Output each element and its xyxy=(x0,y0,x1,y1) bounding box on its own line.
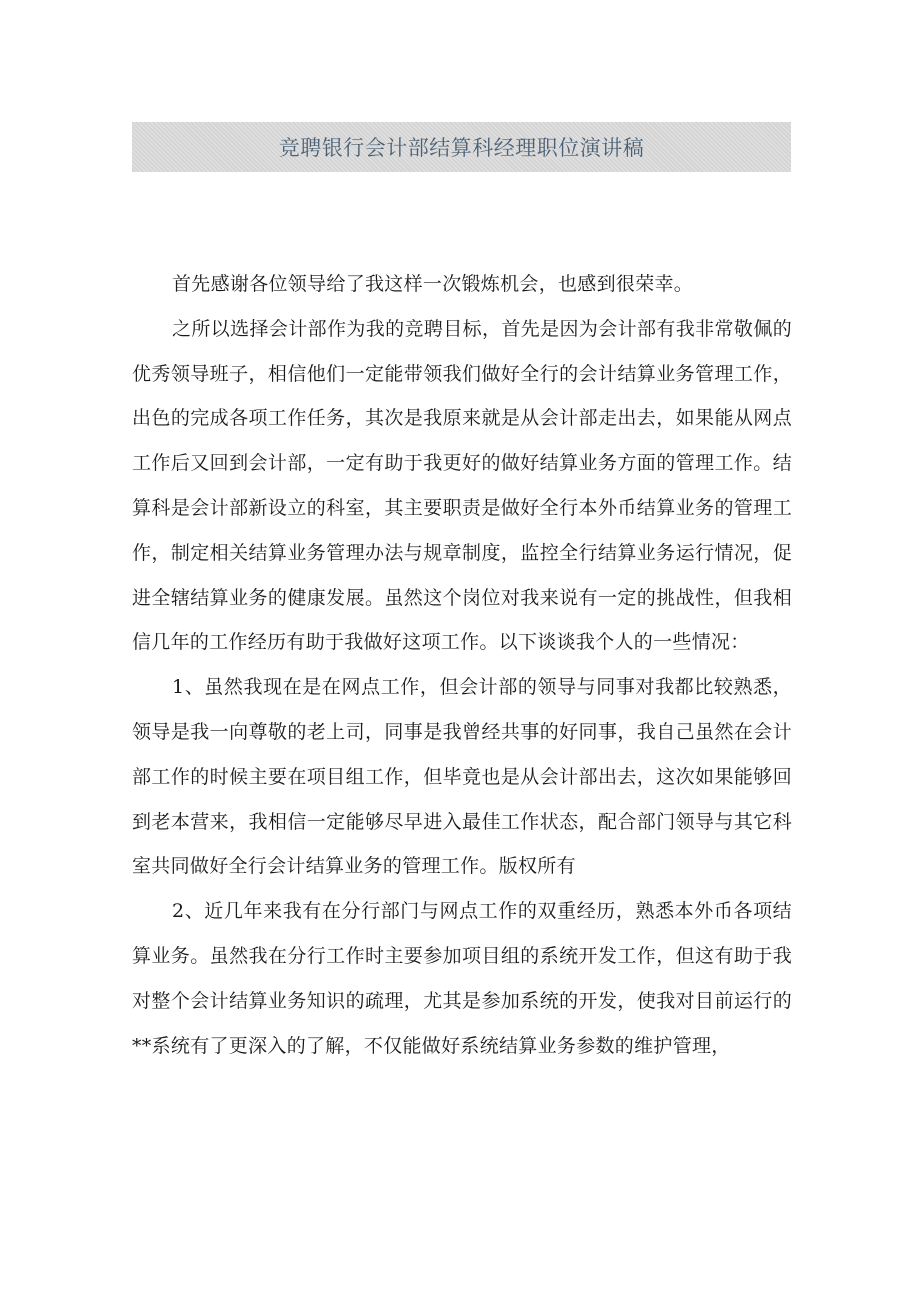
paragraph-intro: 首先感谢各位领导给了我这样一次锻炼机会，也感到很荣幸。 xyxy=(172,273,694,295)
title-banner xyxy=(132,122,791,172)
paragraph-motivation: 之所以选择会计部作为我的竞聘目标，首先是因为会计部有我非常敬佩的优秀领导班子，相信他们一定能带领我们做好全行的会计结算业务管理工作，出色的完成各项工作任务，其次是我原来就是从会计部走出去，如果能从网点工作后又回到会计部，一定有助于我更好的做好结算业务方面的管理工作。结算科是会计部新设立的科室，其主要职责是做好全行本外币结算业务的管理工作，制定相关结算业务管理办法与规章制度，监控全行结算业务运行情况，促进全辖结算业务的健康发展。虽然这个岗位对我来说有一定的挑战性，但我相信几年的工作经历有助于我做好这项工作。以下谈谈我个人的一些情况： xyxy=(132,317,792,654)
document-body xyxy=(132,262,792,1068)
paragraph-point-1: 1、虽然我现在是在网点工作，但会计部的领导与同事对我都比较熟悉，领导是我一向尊敬的老上司，同事是我曾经共事的好同事，我自己虽然在会计部工作的时候主要在项目组工作，但毕竟也是从会计部出去，这次如果能够回到老本营来，我相信一定能够尽早进入最佳工作状态，配合部门领导与其它科室共同做好全行会计结算业务的管理工作。版权所有 xyxy=(132,676,792,878)
document-title: 竞聘银行会计部结算科经理职位演讲稿 xyxy=(278,136,645,160)
paragraph-point-2: 2、近几年来我有在分行部门与网点工作的双重经历，熟悉本外币各项结算业务。虽然我在分行工作时主要参加项目组的系统开发工作，但这有助于我对整个会计结算业务知识的疏理，尤其是参加系统的开发，使我对目前运行的**系统有了更深入的了解，不仅能做好系统结算业务参数的维护管理， xyxy=(132,900,792,1057)
